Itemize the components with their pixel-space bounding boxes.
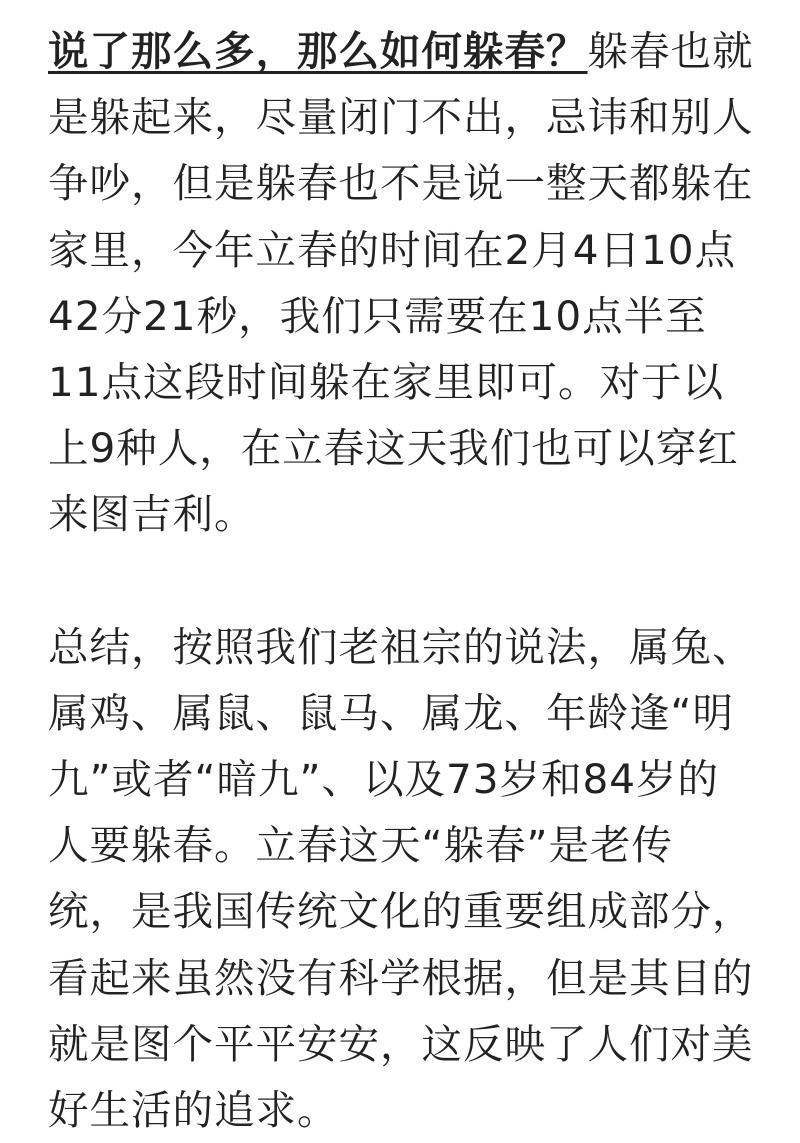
- paragraph-lead-heading: 说了那么多，那么如何躲春？: [48, 27, 588, 75]
- paragraph-text: 总结，按照我们老祖宗的说法，属兔、属鸡、属鼠、鼠马、属龙、年龄逢“明九”或者“暗九”、以及73岁和84岁的人要躲春。立春这天“躲春”是老传统，是我国传统文化的重要组成部分，看起来虽然没有科学根据，但是其目的就是图个平平安安，这反映了人们对美好生活的追求。: [48, 622, 754, 1135]
- paragraph-text: 躲春也就是躲起来，尽量闭门不出，忌讳和别人争吵，但是躲春也不是说一整天都躲在家里，今年立春的时间在2月4日10点42分21秒，我们只需要在10点半至11点这段时间躲在家里即可。对于以上9种人，在立春这天我们也可以穿红来图吉利。: [48, 27, 754, 539]
- paragraph-summary: [48, 614, 754, 1143]
- article-body: [48, 18, 754, 1143]
- paragraph-how-to-avoid-spring: [48, 18, 754, 548]
